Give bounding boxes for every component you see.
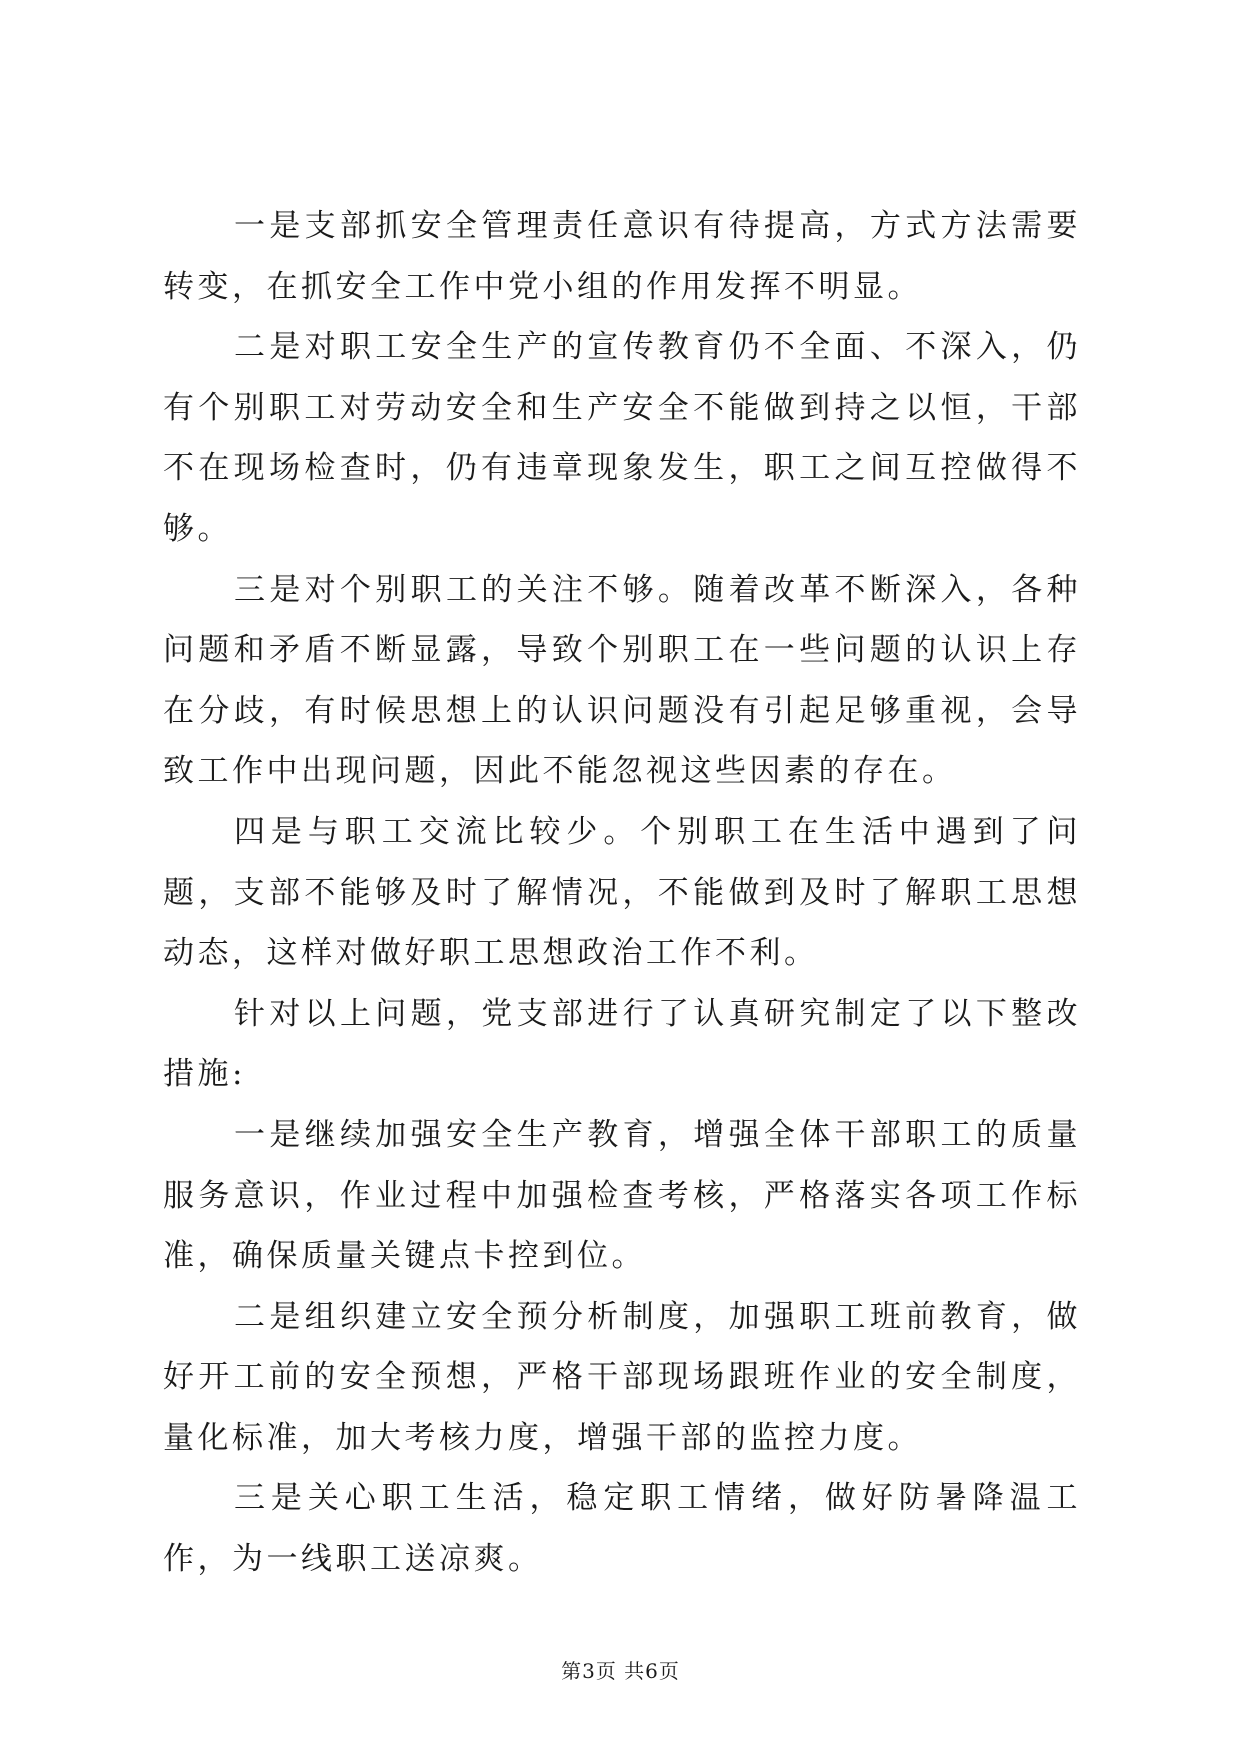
paragraph-issue-2: 二是对职工安全生产的宣传教育仍不全面、不深入，仍有个别职工对劳动安全和生产安全不能做到持之以恒，干部不在现场检查时，仍有违章现象发生，职工之间互控做得不够。: [163, 329, 1081, 547]
paragraph-issue-3: 三是对个别职工的关注不够。随着改革不断深入，各种问题和矛盾不断显露，导致个别职工在一些问题的认识上存在分歧，有时候思想上的认识问题没有引起足够重视，会导致工作中出现问题，因此不能忽视这些因素的存在。: [163, 571, 1081, 790]
paragraph-measure-2: 二是组织建立安全预分析制度，加强职工班前教育，做好开工前的安全预想，严格干部现场跟班作业的安全制度，量化标准，加大考核力度，增强干部的监控力度。: [163, 1298, 1081, 1456]
paragraph-measure-3: 三是关心职工生活，稳定职工情绪，做好防暑降温工作，为一线职工送凉爽。: [163, 1480, 1081, 1578]
paragraph-measures-intro: 针对以上问题，党支部进行了认真研究制定了以下整改措施:: [163, 995, 1081, 1093]
page-number-footer: 第3页 共6页: [561, 1659, 680, 1683]
paragraph-issue-1: 一是支部抓安全管理责任意识有待提高，方式方法需要转变，在抓安全工作中党小组的作用发挥不明显。: [163, 208, 1081, 305]
paragraph-measure-1: 一是继续加强安全生产教育，增强全体干部职工的质量服务意识，作业过程中加强检查考核，严格落实各项工作标准，确保质量关键点卡控到位。: [163, 1116, 1081, 1275]
paragraph-issue-4: 四是与职工交流比较少。个别职工在生活中遇到了问题，支部不能够及时了解情况，不能做到及时了解职工思想动态，这样对做好职工思想政治工作不利。: [163, 813, 1081, 972]
document-body: [163, 196, 1081, 1590]
